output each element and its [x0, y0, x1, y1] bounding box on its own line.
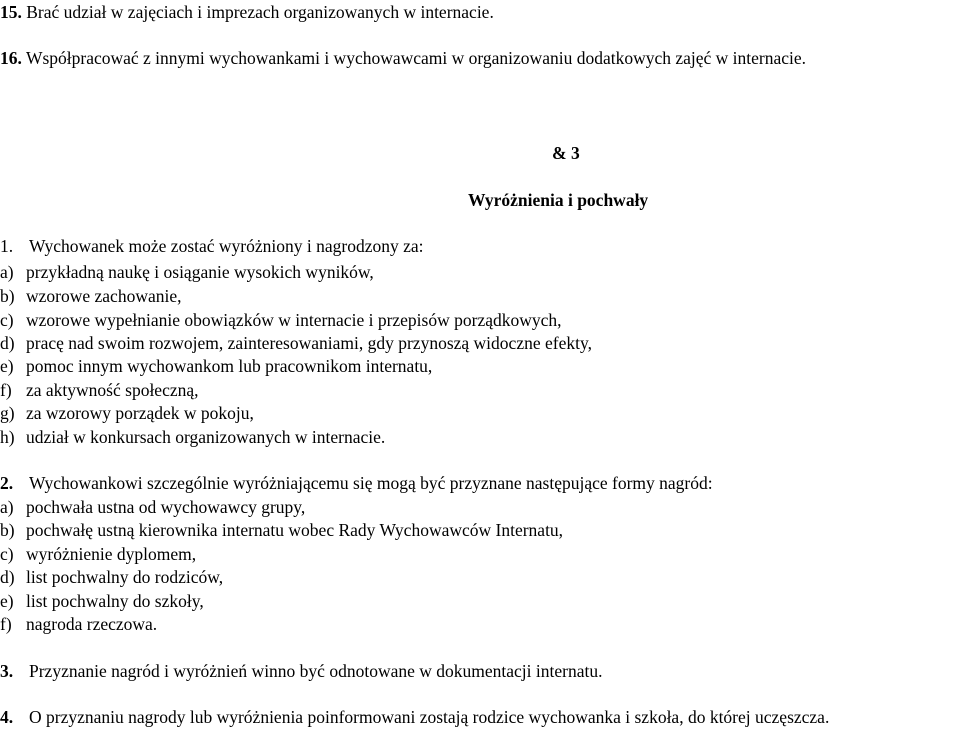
list-item [0, 520, 563, 540]
item-text: pomoc innym wychowankom lub pracownikom internatu, [26, 356, 433, 376]
item-letter: c) [0, 310, 14, 330]
point-text: Wychowanek może zostać wyróżniony i nagrodzony za: [29, 236, 424, 256]
list-item [0, 403, 254, 423]
item-letter: f) [0, 380, 12, 400]
point-3 [0, 661, 602, 681]
list-item [0, 497, 305, 517]
point-4 [0, 707, 829, 727]
list-item [0, 286, 181, 306]
item-letter: h) [0, 427, 15, 447]
section-mark: & 3 [552, 143, 580, 163]
list-item [0, 591, 204, 611]
item-text: nagroda rzeczowa. [26, 614, 158, 634]
point-number: 4. [0, 707, 14, 727]
item-text: za aktywność społeczną, [26, 380, 199, 400]
item-letter: a) [0, 497, 14, 517]
item-letter: b) [0, 286, 15, 306]
item-text: udział w konkursach organizowanych w internacie. [26, 427, 386, 447]
list-item [0, 262, 374, 282]
point-number: 2. [0, 473, 14, 493]
point-number: 1. [0, 236, 14, 256]
list-item [0, 614, 157, 634]
item-letter: f) [0, 614, 12, 634]
item-letter: e) [0, 356, 14, 376]
item-text: pochwałę ustną kierownika internatu wobec Rady Wychowawców Internatu, [26, 520, 564, 540]
item-text: pochwała ustna od wychowawcy grupy, [26, 497, 306, 517]
item-text: Brać udział w zajęciach i imprezach organizowanych w internacie. [26, 2, 494, 22]
item-text: wzorowe wypełnianie obowiązków w internacie i przepisów porządkowych, [26, 310, 562, 330]
item-letter: d) [0, 567, 15, 587]
item-text: za wzorowy porządek w pokoju, [26, 403, 254, 423]
section-title: Wyróżnienia i pochwały [468, 190, 649, 210]
item-letter: a) [0, 262, 14, 282]
item-letter: e) [0, 591, 14, 611]
list-item [0, 310, 562, 330]
item-text: przykładną naukę i osiąganie wysokich wyników, [26, 262, 374, 282]
item-text: list pochwalny do rodziców, [26, 567, 224, 587]
list-item-15 [0, 2, 494, 22]
item-text: pracę nad swoim rozwojem, zainteresowaniami, gdy przynoszą widoczne efekty, [26, 333, 592, 353]
list-item [0, 544, 196, 564]
point-2-heading [0, 473, 713, 493]
point-text: Przyznanie nagród i wyróżnień winno być odnotowane w dokumentacji internatu. [29, 661, 603, 681]
item-letter: d) [0, 333, 15, 353]
list-item-16 [0, 48, 806, 68]
item-number: 16. [0, 48, 22, 68]
item-text: list pochwalny do szkoły, [26, 591, 204, 611]
item-text: wyróżnienie dyplomem, [26, 544, 197, 564]
point-1-heading [0, 236, 424, 256]
list-item [0, 380, 199, 400]
item-letter: c) [0, 544, 14, 564]
list-item [0, 356, 432, 376]
point-text: Wychowankowi szczególnie wyróżniającemu się mogą być przyznane następujące formy nagród: [29, 473, 713, 493]
point-number: 3. [0, 661, 14, 681]
item-text: wzorowe zachowanie, [26, 286, 182, 306]
item-number: 15. [0, 2, 22, 22]
list-item [0, 333, 592, 353]
item-text: Współpracować z innymi wychowankami i wychowawcami w organizowaniu dodatkowych zajęć w internacie. [25, 48, 807, 68]
point-text: O przyznaniu nagrody lub wyróżnienia poinformowani zostają rodzice wychowanka i szkoła, do której uczęszcza. [29, 707, 830, 727]
list-item [0, 567, 223, 587]
list-item [0, 427, 385, 447]
item-letter: b) [0, 520, 15, 540]
item-letter: g) [0, 403, 15, 423]
